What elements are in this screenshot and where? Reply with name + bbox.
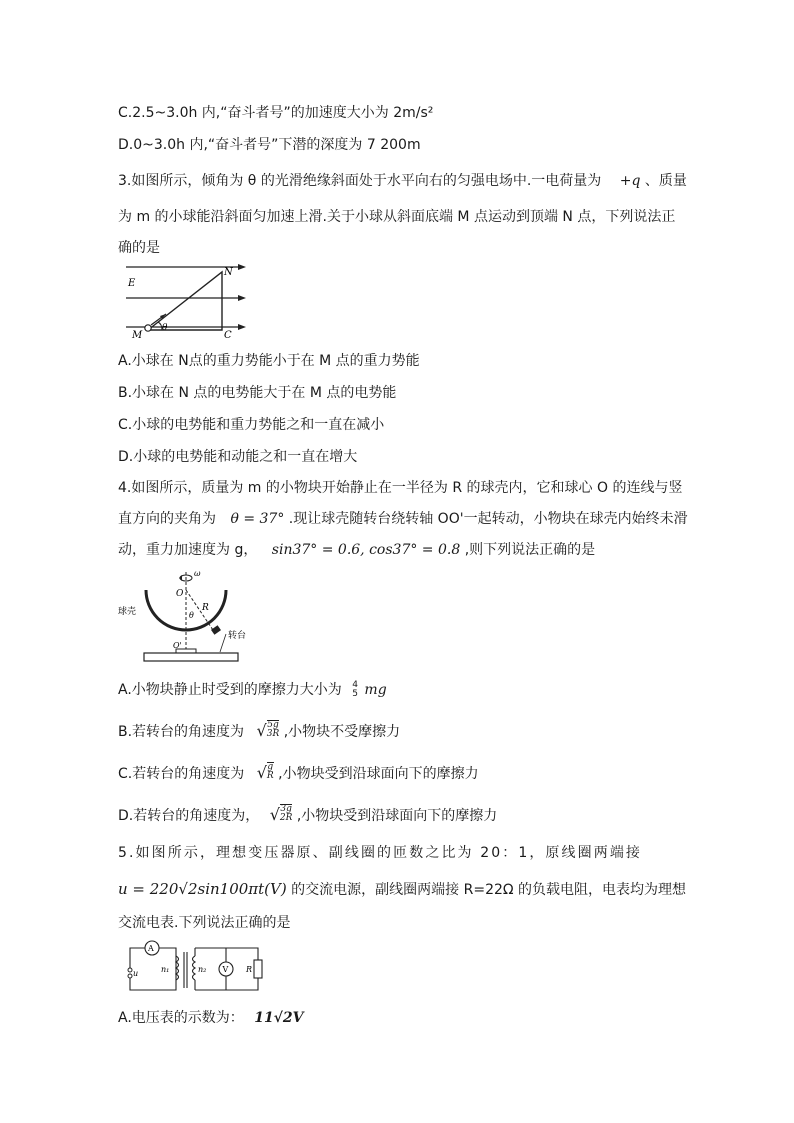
q4a-text: A.小物块静止时受到的摩擦力大小为 bbox=[118, 682, 342, 698]
label-theta: θ bbox=[189, 611, 194, 620]
label-ammeter: A bbox=[148, 944, 154, 953]
label-voltmeter: V bbox=[222, 965, 229, 974]
label-n2: n₂ bbox=[198, 965, 207, 974]
q4a-fraction bbox=[352, 681, 358, 699]
label-N: N bbox=[224, 267, 233, 278]
transformer-circuit-figure bbox=[118, 938, 266, 1000]
q3-option-c: C.小球的电势能和重力势能之和一直在减小 bbox=[118, 417, 385, 433]
q4c-text-2: ,小物块受到沿球面向下的摩擦力 bbox=[278, 766, 479, 782]
q4d-text-2: ,小物块受到沿球面向下的摩擦力 bbox=[296, 808, 498, 824]
q4-angle: θ = 37° bbox=[230, 511, 285, 527]
q4b-text: B.若转台的角速度为 bbox=[118, 724, 245, 740]
q4c-sqrt: √ g R bbox=[256, 762, 274, 782]
label-M: M bbox=[132, 330, 143, 341]
q4-stem-line2 bbox=[118, 509, 688, 529]
q5a-text: A.电压表的示数为： bbox=[118, 1010, 244, 1026]
q3-charge: +q bbox=[619, 173, 641, 189]
sphere-shell-figure bbox=[116, 566, 247, 664]
q3-stem-line1 bbox=[118, 171, 687, 191]
q4c-denominator: R bbox=[266, 771, 274, 781]
q5-stem-line2 bbox=[118, 879, 686, 900]
q2-option-c: C.2.5~3.0h 内,“奋斗者号”的加速度大小为 2m/s² bbox=[118, 105, 434, 121]
label-turntable: 转台 bbox=[228, 631, 247, 641]
q4-stem-text: 直方向的夹角为 bbox=[118, 511, 216, 527]
q4-option-a bbox=[118, 680, 387, 700]
q5-voltage-expr: u = 220√2sin100πt(V) bbox=[118, 880, 287, 898]
q4d-denominator: 2R bbox=[279, 813, 293, 823]
q4d-sqrt: √ 3g 2R bbox=[269, 804, 293, 824]
q4b-text-2: ,小物块不受摩擦力 bbox=[283, 724, 401, 740]
q4b-denominator: 3R bbox=[266, 729, 280, 739]
label-theta: θ bbox=[162, 323, 168, 333]
q4-stem-line1: 4.如图所示，质量为 m 的小物块开始静止在一半径为 R 的球壳内，它和球心 O 的连线与竖 bbox=[118, 480, 683, 496]
q4-option-b bbox=[118, 720, 400, 744]
q4d-numerator: 3g bbox=[280, 804, 292, 814]
label-E: E bbox=[128, 278, 136, 289]
q3-option-d: D.小球的电势能和动能之和一直在增大 bbox=[118, 449, 358, 465]
q4b-numerator: 5g bbox=[267, 720, 279, 730]
q4-stem-text-3: 动，重力加速度为 g， bbox=[118, 542, 258, 558]
q3-stem-text: 3.如图所示，倾角为 θ 的光滑绝缘斜面处于水平向右的匀强电场中.一电荷量为 bbox=[118, 173, 602, 189]
q4-trig-values: sin37° = 0.6, cos37° = 0.8 bbox=[271, 542, 461, 558]
label-C: C bbox=[224, 330, 232, 341]
label-R: R bbox=[246, 965, 253, 974]
q4-stem-line3 bbox=[118, 540, 595, 560]
q4-option-c bbox=[118, 762, 479, 786]
label-omega: ω bbox=[194, 569, 201, 578]
q5a-value: 11√2V bbox=[254, 1010, 304, 1026]
q3-option-a: A.小球在 N点的重力势能小于在 M 点的重力势能 bbox=[118, 353, 420, 369]
q4-stem-text-4: ,则下列说法正确的是 bbox=[464, 542, 596, 558]
q5-option-a bbox=[118, 1008, 304, 1028]
q5-stem-text: 的交流电源，副线圈两端接 R=22Ω 的负载电阻，电表均为理想 bbox=[291, 882, 687, 898]
q3-stem-text-2: 、质量 bbox=[644, 173, 687, 189]
q4-stem-text-2: .现让球壳随转台绕转轴 OO'一起转动，小物块在球壳内始终未滑 bbox=[288, 511, 688, 527]
label-R: R bbox=[202, 603, 209, 613]
label-n1: n₁ bbox=[161, 965, 170, 974]
q4c-text: C.若转台的角速度为 bbox=[118, 766, 245, 782]
q3-option-b: B.小球在 N 点的电势能大于在 M 点的电势能 bbox=[118, 385, 397, 401]
q4b-sqrt: √ 5g 3R bbox=[256, 720, 280, 740]
label-O-prime: O' bbox=[173, 641, 182, 650]
q4-option-d bbox=[118, 804, 497, 828]
q3-stem-line3: 确的是 bbox=[118, 240, 160, 256]
label-u: u bbox=[133, 969, 139, 978]
q5-stem-line1: 5.如图所示，理想变压器原、副线圈的匝数之比为 20：1，原线圈两端接 bbox=[118, 845, 643, 861]
q4a-denominator: 5 bbox=[352, 689, 358, 699]
q4a-mg: mg bbox=[364, 682, 387, 698]
label-O: O bbox=[176, 589, 184, 599]
label-shell: 球壳 bbox=[118, 607, 137, 617]
incline-figure bbox=[122, 262, 250, 342]
q5-stem-line3: 交流电表.下列说法正确的是 bbox=[118, 915, 291, 931]
q4c-numerator: g bbox=[267, 762, 274, 772]
q4d-text: D.若转台的角速度为， bbox=[118, 808, 260, 824]
q2-option-d: D.0~3.0h 内,“奋斗者号”下潜的深度为 7 200m bbox=[118, 137, 421, 153]
q3-stem-line2: 为 m 的小球能沿斜面匀加速上滑.关于小球从斜面底端 M 点运动到顶端 N 点，下列说法正 bbox=[118, 209, 676, 225]
q4a-numerator: 4 bbox=[352, 680, 358, 690]
